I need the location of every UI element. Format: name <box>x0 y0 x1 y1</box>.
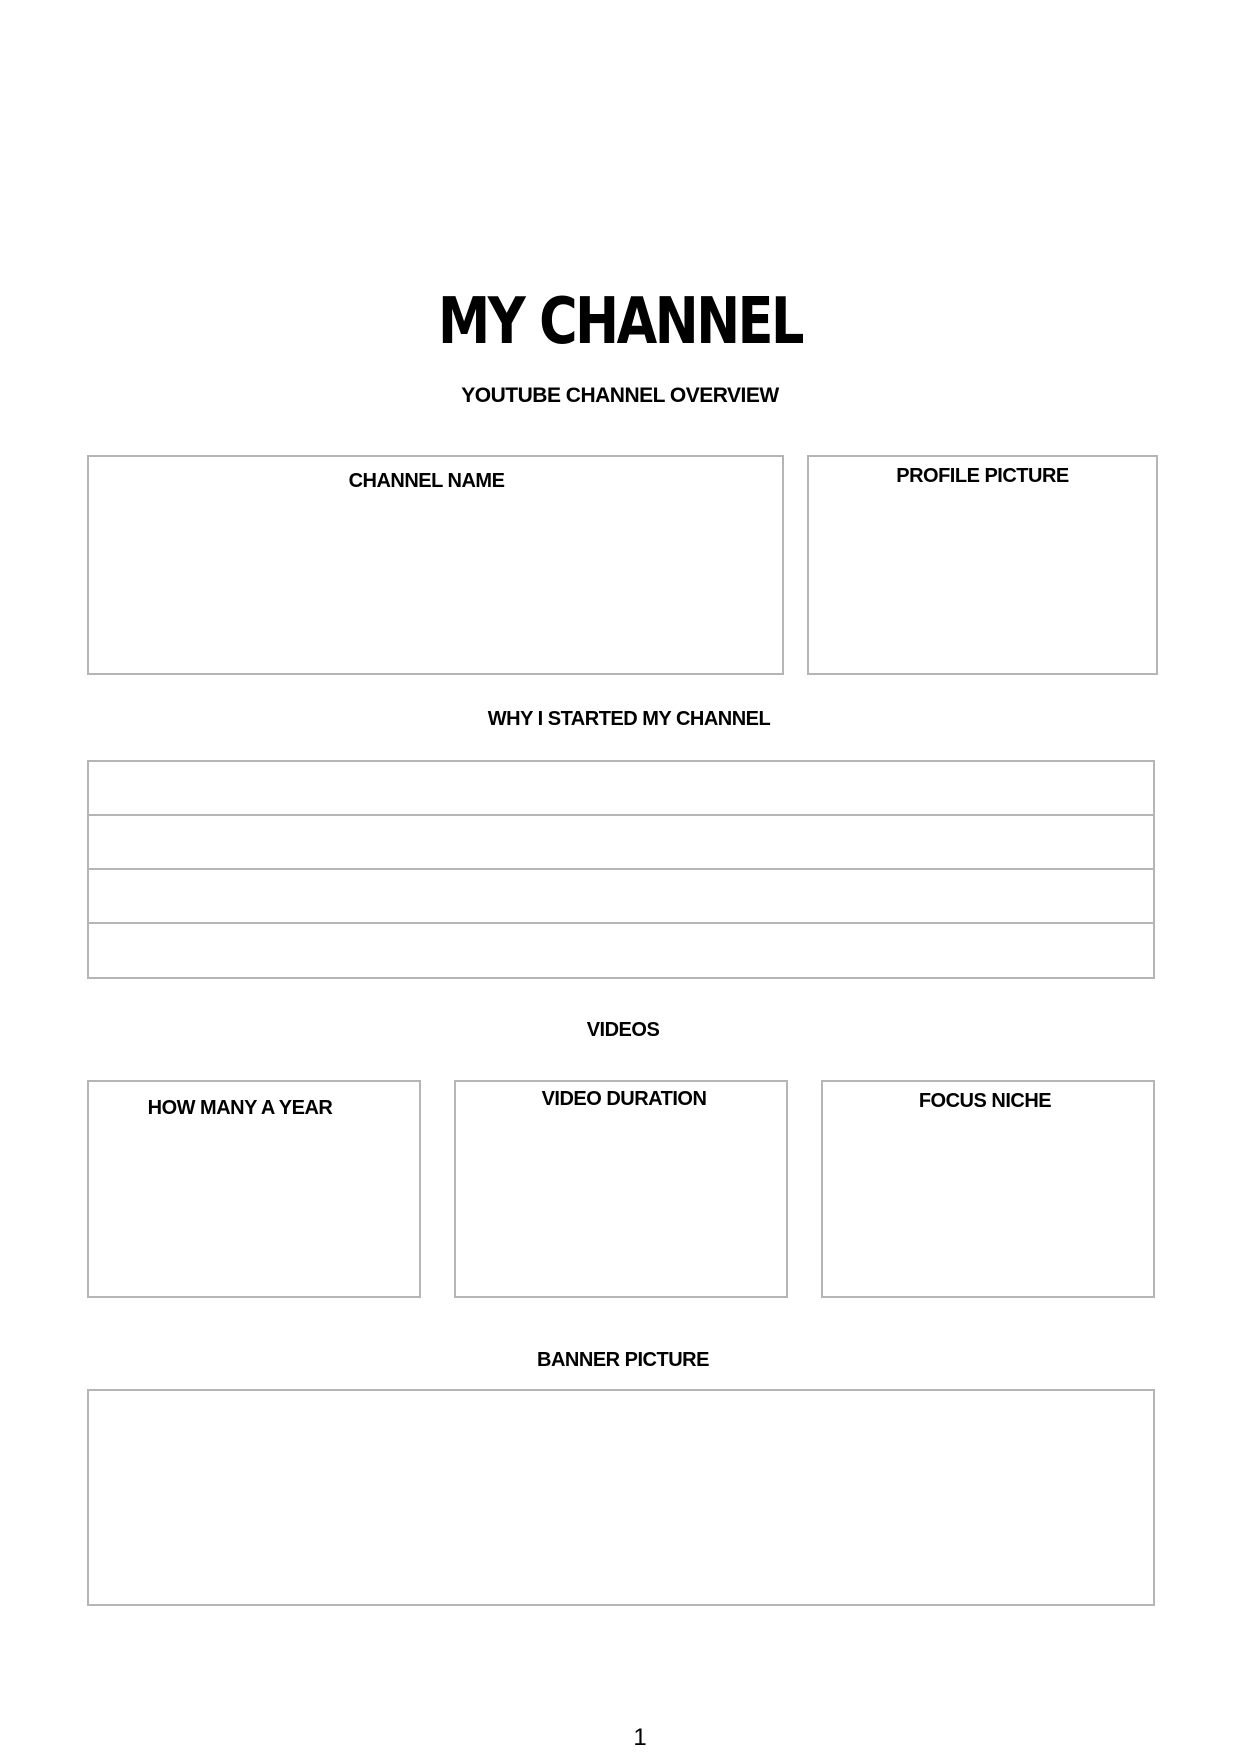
write-line[interactable] <box>89 924 1153 978</box>
profile-picture-box[interactable] <box>807 455 1158 675</box>
channel-name-label: CHANNEL NAME <box>348 470 505 492</box>
video-duration-label: VIDEO DURATION <box>541 1088 707 1110</box>
how-many-a-year-box[interactable] <box>87 1080 421 1298</box>
page-subtitle: YOUTUBE CHANNEL OVERVIEW <box>461 384 779 407</box>
video-duration-box[interactable] <box>454 1080 788 1298</box>
profile-picture-label: PROFILE PICTURE <box>896 465 1069 487</box>
focus-niche-label: FOCUS NICHE <box>918 1090 1052 1112</box>
write-line[interactable] <box>89 870 1153 924</box>
why-started-lines[interactable] <box>87 760 1155 979</box>
focus-niche-box[interactable] <box>821 1080 1155 1298</box>
channel-name-box[interactable] <box>87 455 784 675</box>
write-line[interactable] <box>89 816 1153 870</box>
page-number: 1 <box>633 1724 647 1751</box>
banner-picture-box[interactable] <box>87 1389 1155 1606</box>
page-title: MY CHANNEL <box>437 285 803 359</box>
videos-heading: VIDEOS <box>586 1019 660 1041</box>
why-started-heading: WHY I STARTED MY CHANNEL <box>487 708 771 730</box>
banner-picture-heading: BANNER PICTURE <box>537 1349 709 1371</box>
write-line[interactable] <box>89 762 1153 816</box>
how-many-a-year-label: HOW MANY A YEAR <box>147 1097 333 1119</box>
